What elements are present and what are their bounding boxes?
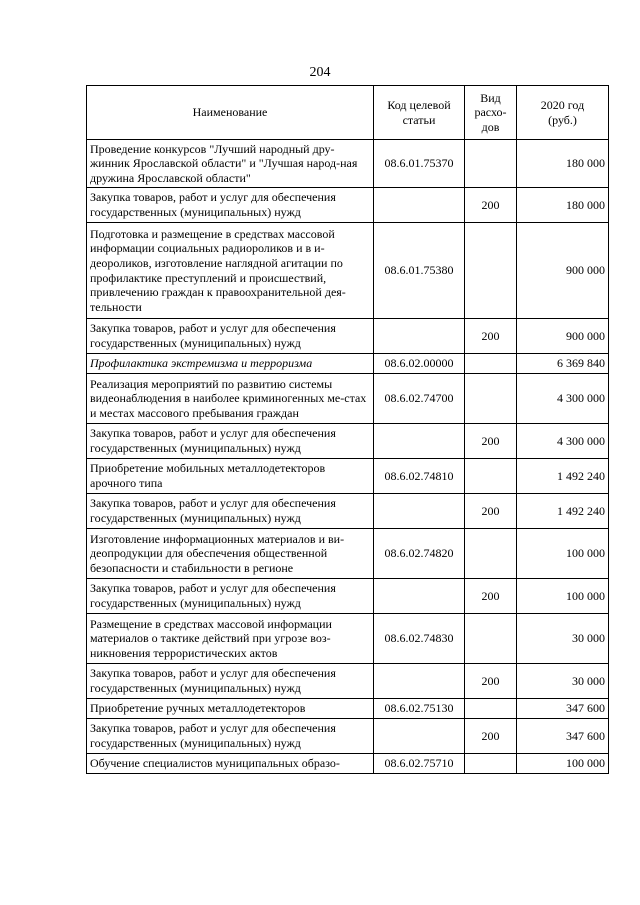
cell-name: Закупка товаров, работ и услуг для обеспечения государственных (муниципальных) нужд <box>87 579 374 614</box>
cell-type: 200 <box>465 188 517 223</box>
table-row <box>87 223 609 319</box>
cell-code: 08.6.01.75370 <box>374 140 465 188</box>
cell-amount: 1 492 240 <box>517 459 609 494</box>
cell-name: Закупка товаров, работ и услуг для обеспечения государственных (муниципальных) нужд <box>87 494 374 529</box>
cell-amount: 100 000 <box>517 529 609 579</box>
cell-code <box>374 719 465 754</box>
cell-name: Профилактика экстремизма и терроризма <box>87 354 374 374</box>
table-row <box>87 319 609 354</box>
header-type-text: Вид расхо-дов <box>474 90 507 134</box>
header-name: Наименование <box>87 86 374 140</box>
cell-code: 08.6.02.00000 <box>374 354 465 374</box>
table-row <box>87 188 609 223</box>
cell-name: Подготовка и размещение в средствах массовой информации социальных радиороликов и в и-деороликов, изготовление наглядной агитации по профилактике преступлений и происшествий, привлечению граждан к правоохранительной дея-тельности <box>87 223 374 319</box>
header-type <box>465 86 517 140</box>
cell-type: 200 <box>465 494 517 529</box>
cell-type <box>465 459 517 494</box>
cell-name: Закупка товаров, работ и услуг для обеспечения государственных (муниципальных) нужд <box>87 319 374 354</box>
cell-type: 200 <box>465 664 517 699</box>
cell-code: 08.6.02.74700 <box>374 374 465 424</box>
cell-name: Проведение конкурсов "Лучший народный дру-жинник Ярославской области" и "Лучшая народ-ная дружина Ярославской области" <box>87 140 374 188</box>
cell-type <box>465 140 517 188</box>
cell-amount: 347 600 <box>517 699 609 719</box>
cell-code: 08.6.02.74830 <box>374 614 465 664</box>
cell-type <box>465 354 517 374</box>
cell-name: Приобретение мобильных металлодетекторов арочного типа <box>87 459 374 494</box>
table-row <box>87 529 609 579</box>
cell-name: Закупка товаров, работ и услуг для обеспечения государственных (муниципальных) нужд <box>87 188 374 223</box>
cell-type <box>465 223 517 319</box>
page-number: 204 <box>309 65 331 80</box>
cell-amount: 1 492 240 <box>517 494 609 529</box>
cell-code <box>374 579 465 614</box>
cell-amount: 30 000 <box>517 614 609 664</box>
table-row <box>87 699 609 719</box>
cell-name: Обучение специалистов муниципальных образо- <box>87 754 374 774</box>
cell-name: Закупка товаров, работ и услуг для обеспечения государственных (муниципальных) нужд <box>87 719 374 754</box>
table-row <box>87 719 609 754</box>
cell-code: 08.6.02.75130 <box>374 699 465 719</box>
cell-code <box>374 188 465 223</box>
table-body <box>87 140 609 774</box>
budget-table <box>86 85 609 774</box>
cell-amount: 4 300 000 <box>517 374 609 424</box>
cell-amount: 347 600 <box>517 719 609 754</box>
header-code <box>374 86 465 140</box>
table-row <box>87 424 609 459</box>
cell-name: Закупка товаров, работ и услуг для обеспечения государственных (муниципальных) нужд <box>87 424 374 459</box>
cell-type <box>465 529 517 579</box>
table-row <box>87 459 609 494</box>
cell-code <box>374 664 465 699</box>
table-row <box>87 354 609 374</box>
table-row <box>87 614 609 664</box>
cell-type <box>465 374 517 424</box>
cell-amount: 100 000 <box>517 579 609 614</box>
table-row <box>87 754 609 774</box>
header-amount <box>517 86 609 140</box>
cell-amount: 900 000 <box>517 223 609 319</box>
cell-amount: 180 000 <box>517 140 609 188</box>
table-row <box>87 140 609 188</box>
cell-amount: 6 369 840 <box>517 354 609 374</box>
cell-name: Реализация мероприятий по развитию системы видеонаблюдения в наиболее криминогенных ме-стах и местах массового пребывания граждан <box>87 374 374 424</box>
table-row <box>87 374 609 424</box>
cell-code: 08.6.01.75380 <box>374 223 465 319</box>
cell-name: Размещение в средствах массовой информации материалов о тактике действий при угрозе воз-никновения террористических актов <box>87 614 374 664</box>
cell-amount: 900 000 <box>517 319 609 354</box>
header-code-text: Код целевой статьи <box>387 97 451 127</box>
cell-type: 200 <box>465 579 517 614</box>
cell-code: 08.6.02.74810 <box>374 459 465 494</box>
cell-type: 200 <box>465 424 517 459</box>
table-header-row <box>87 86 609 140</box>
cell-code <box>374 319 465 354</box>
table-row <box>87 664 609 699</box>
cell-amount: 180 000 <box>517 188 609 223</box>
cell-name: Закупка товаров, работ и услуг для обеспечения государственных (муниципальных) нужд <box>87 664 374 699</box>
cell-code <box>374 424 465 459</box>
cell-type <box>465 754 517 774</box>
cell-amount: 100 000 <box>517 754 609 774</box>
cell-code: 08.6.02.75710 <box>374 754 465 774</box>
table-row <box>87 579 609 614</box>
cell-name: Изготовление информационных материалов и ви-деопродукции для обеспечения общественной безопасности и стабильности в регионе <box>87 529 374 579</box>
header-amount-text: 2020 год (руб.) <box>540 97 585 127</box>
cell-amount: 30 000 <box>517 664 609 699</box>
cell-type: 200 <box>465 719 517 754</box>
cell-type <box>465 699 517 719</box>
cell-type: 200 <box>465 319 517 354</box>
cell-code: 08.6.02.74820 <box>374 529 465 579</box>
cell-name: Приобретение ручных металлодетекторов <box>87 699 374 719</box>
cell-code <box>374 494 465 529</box>
cell-type <box>465 614 517 664</box>
table-row <box>87 494 609 529</box>
cell-amount: 4 300 000 <box>517 424 609 459</box>
